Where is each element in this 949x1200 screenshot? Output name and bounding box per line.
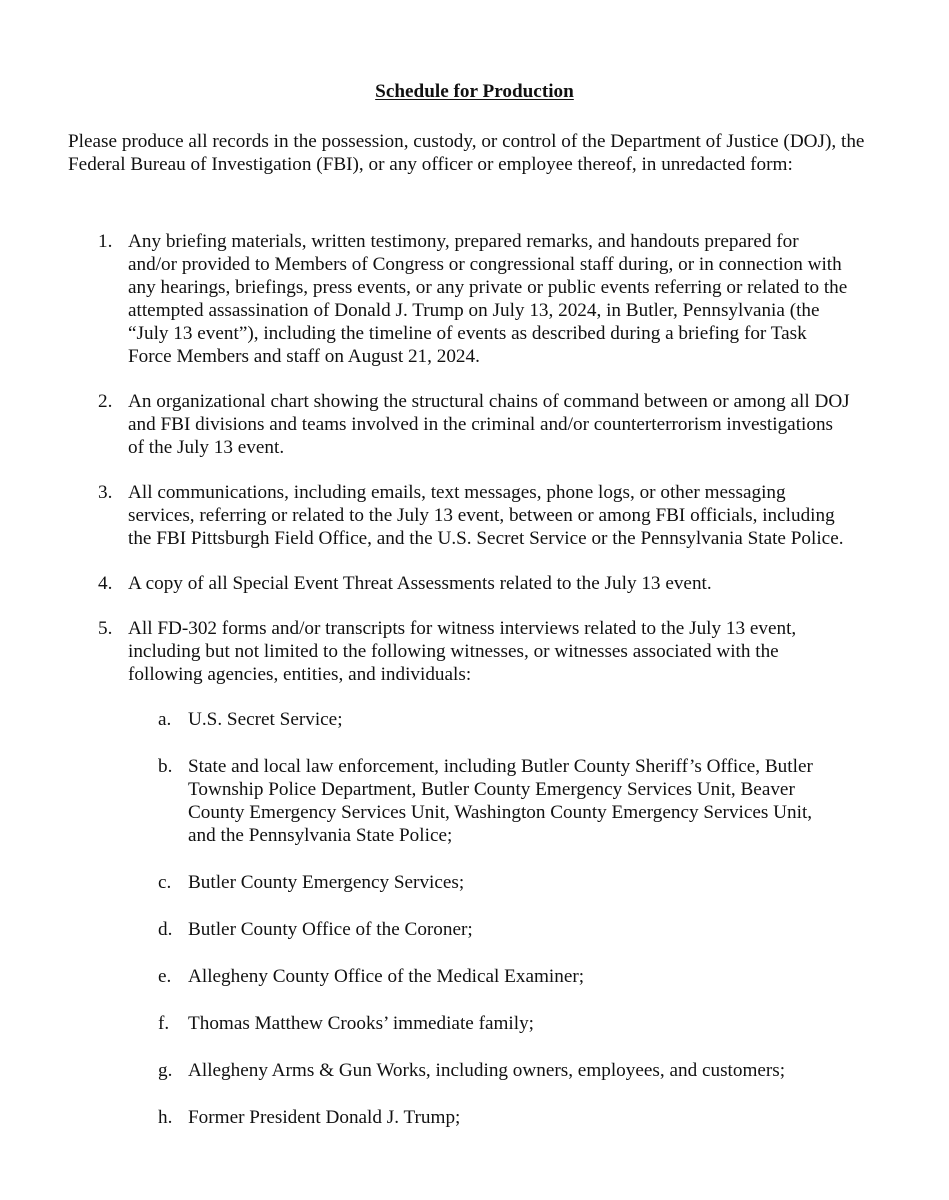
sub-item-text: Former President Donald J. Trump; (188, 1107, 461, 1128)
sub-item-text: Butler County Emergency Services; (188, 872, 465, 893)
sub-list-item (158, 1059, 828, 1082)
item-text: An organizational chart showing the structural chains of command between or among all DOJ and FBI divisions and teams involved in the criminal and/or counterterrorism investigations of the July 13 event. (128, 391, 850, 458)
sub-list-item (158, 871, 828, 894)
sub-list-item (158, 1012, 828, 1035)
sub-list-item (158, 1106, 828, 1129)
item-number: 4. (98, 573, 113, 594)
item-text: A copy of all Special Event Threat Assessments related to the July 13 event. (128, 573, 712, 594)
page-title: Schedule for Production (375, 81, 574, 102)
sub-item-text: State and local law enforcement, including Butler County Sheriff’s Office, Butler Township Police Department, Butler County Emergency Services Unit, Beaver County Emergency Services Unit, Washington County Emergency Services Unit, and the Pennsylvania State Police; (188, 756, 813, 846)
list-item (0, 230, 850, 368)
sub-list-item (158, 965, 828, 988)
sub-item-letter: g. (158, 1060, 173, 1081)
item-number: 5. (98, 618, 113, 639)
list-item (0, 481, 850, 550)
sub-item-letter: d. (158, 919, 173, 940)
item-number: 1. (98, 231, 113, 252)
sub-item-letter: c. (158, 872, 172, 893)
item-text: All FD-302 forms and/or transcripts for witness interviews related to the July 13 event, including but not limited to the following witnesses, or witnesses associated with the following agencies, entities, and individuals: (128, 618, 797, 685)
item-text: All communications, including emails, text messages, phone logs, or other messaging services, referring or related to the July 13 event, between or among FBI officials, including the FBI Pittsburgh Field Office, and the U.S. Secret Service or the Pennsylvania State Police. (128, 482, 844, 549)
sub-item-text: Butler County Office of the Coroner; (188, 919, 473, 940)
sub-list-item (158, 755, 828, 847)
intro-paragraph: Please produce all records in the possession, custody, or control of the Department of Justice (DOJ), the Federal Bureau of Investigation (FBI), or any officer or employee thereof, in unredacted form: (68, 131, 865, 175)
sub-item-letter: h. (158, 1107, 173, 1128)
production-request-list (0, 230, 949, 1153)
sub-item-text: Allegheny County Office of the Medical Examiner; (188, 966, 585, 987)
list-item (0, 572, 850, 595)
sub-item-text: U.S. Secret Service; (188, 709, 343, 730)
sub-item-text: Allegheny Arms & Gun Works, including owners, employees, and customers; (188, 1060, 786, 1081)
sub-item-letter: b. (158, 756, 173, 777)
sub-item-text: Thomas Matthew Crooks’ immediate family; (188, 1013, 535, 1034)
sub-item-letter: a. (158, 709, 172, 730)
witness-sublist (128, 708, 850, 1129)
item-text: Any briefing materials, written testimony, prepared remarks, and handouts prepared for and/or provided to Members of Congress or congressional staff during, or in connection with any hearings, briefings, press events, or any private or public events referring or related to the attempted assassination of Donald J. Trump on July 13, 2024, in Butler, Pennsylvania (the “July 13 event”), including the timeline of events as described during a briefing for Task Force Members and staff on August 21, 2024. (128, 231, 848, 367)
sub-item-letter: e. (158, 966, 172, 987)
list-item (0, 617, 850, 1129)
sub-list-item (158, 708, 828, 731)
item-number: 3. (98, 482, 113, 503)
sub-item-letter: f. (158, 1013, 170, 1034)
item-number: 2. (98, 391, 113, 412)
list-item (0, 390, 850, 459)
sub-list-item (158, 918, 828, 941)
